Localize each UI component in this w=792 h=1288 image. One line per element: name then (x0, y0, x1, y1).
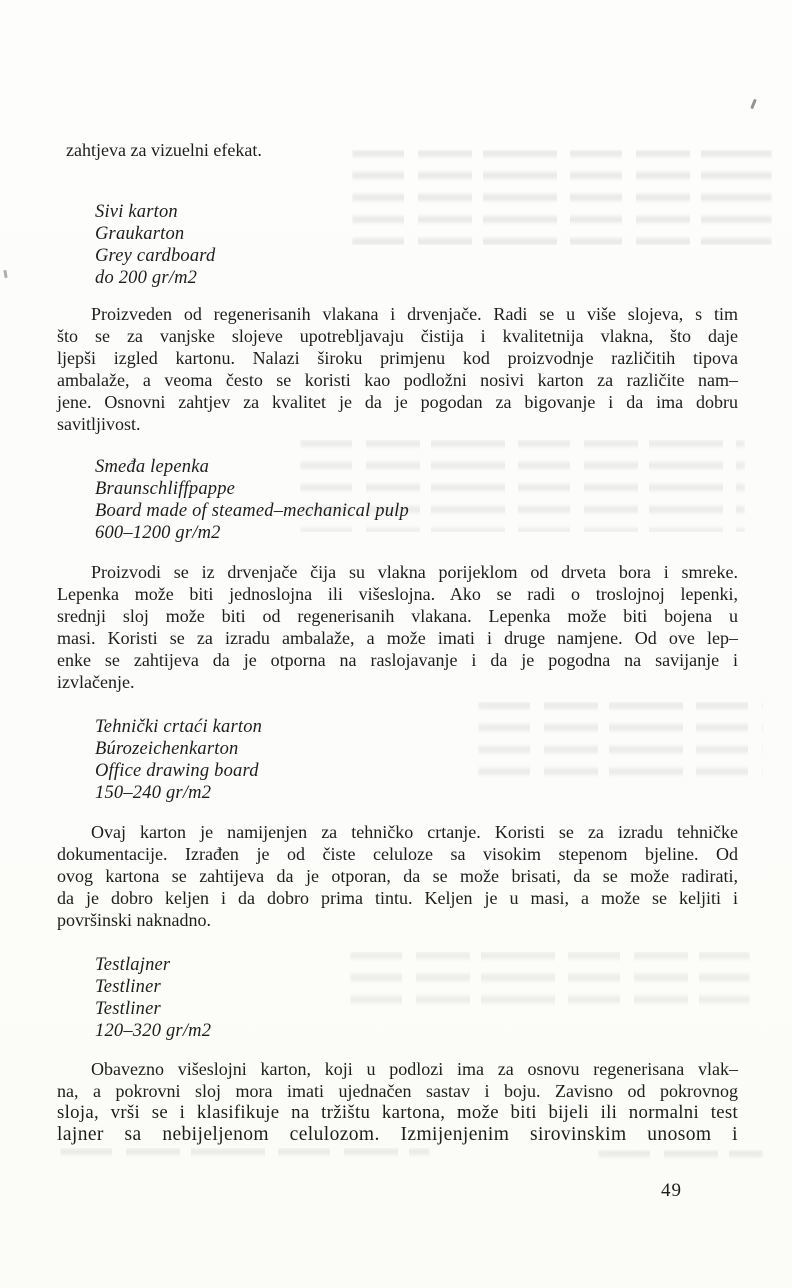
text-line: Board made of steamed–mechanical pulp (95, 501, 409, 521)
text-line: Testliner (95, 977, 161, 997)
text-line: Obavezno višeslojni karton, koji u podlozi ima za osnovu regenerisana vlak– (91, 1059, 738, 1079)
text-line: jene. Osnovni zahtjev za kvalitet je da je pogodan za bigovanje i da ima dobru (57, 392, 738, 412)
text-line: 600–1200 gr/m2 (95, 523, 221, 543)
bleed-through-artifact (478, 702, 763, 780)
text-line: Graukarton (95, 224, 185, 244)
text-line: dokumentacije. Izrađen je od čiste celuloze sa visokim stepenom bjeline. Od (57, 844, 738, 864)
text-line: Office drawing board (95, 761, 259, 781)
text-line: izvlačenje. (57, 672, 135, 692)
text-line: Testliner (95, 999, 161, 1019)
text-line: Testlajner (95, 955, 171, 975)
text-line: lajner sa nebijeljenom celulozom. Izmijenjenim sirovinskim unosom i (57, 1124, 738, 1145)
paragraph-testlajner (57, 1058, 738, 1146)
paragraph-smedja-lepenka (57, 561, 738, 693)
text-line: srednji sloj može biti od regenerisanih vlakana. Lepenka može biti bojena u (57, 606, 738, 626)
paragraph-sivi-karton (57, 303, 738, 435)
text-line: ovog kartona se zahtijeva da je otporan, da se može brisati, da se može radirati, (57, 866, 738, 886)
bleed-through-artifact (598, 1150, 763, 1166)
text-line: na, a pokrovni sloj mora imati ujednačen sastav i boju. Zavisno od pokrovnog (57, 1081, 738, 1101)
text-line: što se za vanjske slojeve upotrebljavaju čistija i kvalitetnija vlakna, što daje (57, 326, 738, 346)
paragraph-continuation-line: zahtjeva za vizuelni efekat. (66, 140, 262, 160)
text-line: Búrozeichenkarton (95, 739, 239, 759)
bleed-through-artifact (60, 1148, 430, 1166)
scan-speck (750, 99, 757, 109)
spec-heading-testlajner (95, 954, 211, 1042)
text-line: savitljivost. (57, 414, 141, 434)
spec-heading-smedja-lepenka (95, 456, 409, 544)
page-number: 49 (661, 1180, 682, 1201)
text-line: Braunschliffpappe (95, 479, 236, 499)
paragraph-tehnicki-crtaci-karton (57, 821, 738, 931)
spec-heading-sivi-karton (95, 201, 215, 289)
text-line: Tehnički crtaći karton (95, 717, 263, 737)
text-line: 120–320 gr/m2 (95, 1021, 212, 1041)
text-line: Ovaj karton je namijenjen za tehničko crtanje. Koristi se za izradu tehničke (91, 822, 738, 842)
text-line: Grey cardboard (95, 246, 216, 266)
text-line: enke se zahtijeva da je otporna na raslojavanje i da je pogodna na savijanje i (57, 650, 738, 670)
text-line: ambalaže, a veoma često se koristi kao podložni nosivi karton za različite nam– (57, 370, 738, 390)
text-line: ljepši izgled kartonu. Nalazi široku primjenu kod proizvodnje različitih tipova (57, 348, 738, 368)
text-line: površinski naknadno. (57, 910, 211, 930)
scan-speck (3, 270, 7, 278)
text-line: do 200 gr/m2 (95, 268, 198, 288)
text-line: Proizvodi se iz drvenjače čija su vlakna porijeklom od drveta bora i smreke. (91, 562, 738, 582)
bleed-through-artifact (350, 952, 750, 1014)
text-line: masi. Koristi se za izradu ambalaže, a može imati i druge namjene. Od ove lep– (57, 628, 738, 648)
text-line: da je dobro keljen i da dobro prima tintu. Keljen je u masi, a može se keljiti i (57, 888, 738, 908)
bleed-through-artifact (352, 150, 772, 245)
text-line: Sivi karton (95, 202, 178, 222)
text-line: Proizveden od regenerisanih vlakana i drvenjače. Radi se u više slojeva, s tim (91, 304, 738, 324)
text-line: Smeđa lepenka (95, 457, 210, 477)
text-line: 150–240 gr/m2 (95, 783, 212, 803)
text-line: Lepenka može biti jednoslojna ili višeslojna. Ako se radi o troslojnoj lepenki, (57, 584, 738, 604)
text-line: sloja, vrši se i klasifikuje na tržištu kartona, može biti bijeli ili normalni test (57, 1102, 738, 1123)
spec-heading-tehnicki-crtaci-karton (95, 716, 262, 804)
